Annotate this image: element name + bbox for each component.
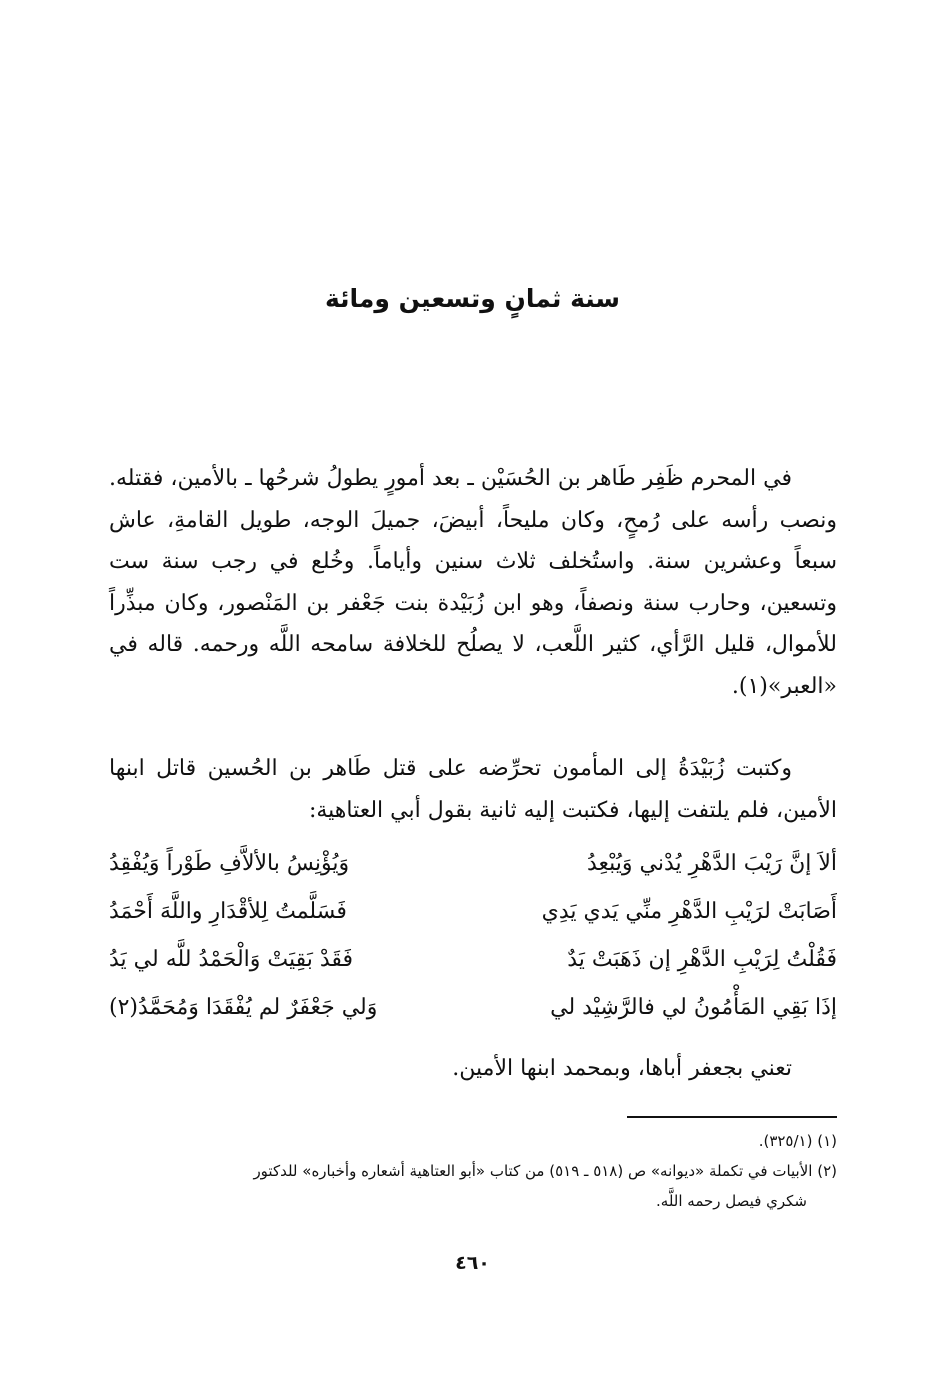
verse-first-hemistich: إذَا بَقِي المَأْمُونُ لي فالرَّشِيْد لي [550,995,837,1020]
poem [109,840,837,1032]
paragraph-1: في المحرم ظَفِر طَاهر بن الحُسَيْن ـ بعد أمورٍ يطولُ شرحُها ـ بالأمين، فقتله. ونصب رأسه على رُمحٍ، وكان مليحاً، أبيضَ، جميلَ الوجه، طويل القامةِ، عاش سبعاً وعشرين سنة. واستُخلف ثلاث سنين وأياماً. وخُلع في رجب سنة ست وتسعين، وحارب سنة ونصفاً، وهو ابن زُبَيْدة بنت جَعْفر بن المَنْصور، وكان مبذِّراً للأموال، قليل الرَّأي، كثير اللَّعب، لا يصلُح للخلافة سامحه اللَّه ورحمه. قاله في «العبر»(١). [109,466,837,699]
verse-first-hemistich: أَصَابَتْ لرَيْبِ الدَّهْرِ منِّي يَدي يَدِي [541,899,837,924]
footnote-2: (٢) الأبيات في تكملة «ديوانه» ص (٥١٨ ـ ٥١٩) من كتاب «أبو العتاهية أشعاره وأخباره» للدكتور [253,1162,837,1180]
verse-first-hemistich: ألاَ إنَّ رَيْبَ الدَّهْرِ يُدْني وَيُبْعِدُ [586,851,837,876]
poem-verse [109,936,837,984]
verse-second-hemistich: فَقَدْ بَقِيَتْ وَالْحَمْدُ للَّه لي يَدُ [109,947,354,972]
paragraph-2: وكتبت زُبَيْدَةُ إلى المأمون تحرِّضه على قتل طَاهر بن الحُسين قاتل ابنها الأمين، فلم يلتفت إليها، فكتبت إليه ثانية بقول أبي العتاهية: [109,756,837,823]
verse-second-hemistich: وَلي جَعْفَرٌ لم يُفْقَدَا وَمُحَمَّدُ(٢) [109,995,378,1020]
footnotes [109,1126,837,1216]
verse-first-hemistich: فَقُلْتُ لِرَيْبِ الدَّهْرِ إن ذَهَبَتْ يَدٌ [567,947,837,972]
poem-verse [109,984,837,1032]
paragraph-3: تعني بجعفر أباها، وبمحمد ابنها الأمين. [452,1056,792,1081]
footnote-1: (١) (٣٢٥/١). [758,1132,837,1150]
verse-second-hemistich: فَسَلَّمتُ لِلأقْدَارِ واللَّهَ أَحْمَدُ [109,899,347,924]
footnote-2-continuation: شكري فيصل رحمه اللَّه. [656,1192,807,1210]
chapter-title: سنة ثمانٍ وتسعين ومائة [324,284,621,313]
page-number: ٤٦٠ [455,1252,490,1274]
poem-verse [109,840,837,888]
poem-verse [109,888,837,936]
verse-second-hemistich: وَيُؤْنِسُ بالألاَّفِ طَوْراً وَيُفْقِدُ [109,851,350,876]
footnote-divider [627,1116,837,1118]
